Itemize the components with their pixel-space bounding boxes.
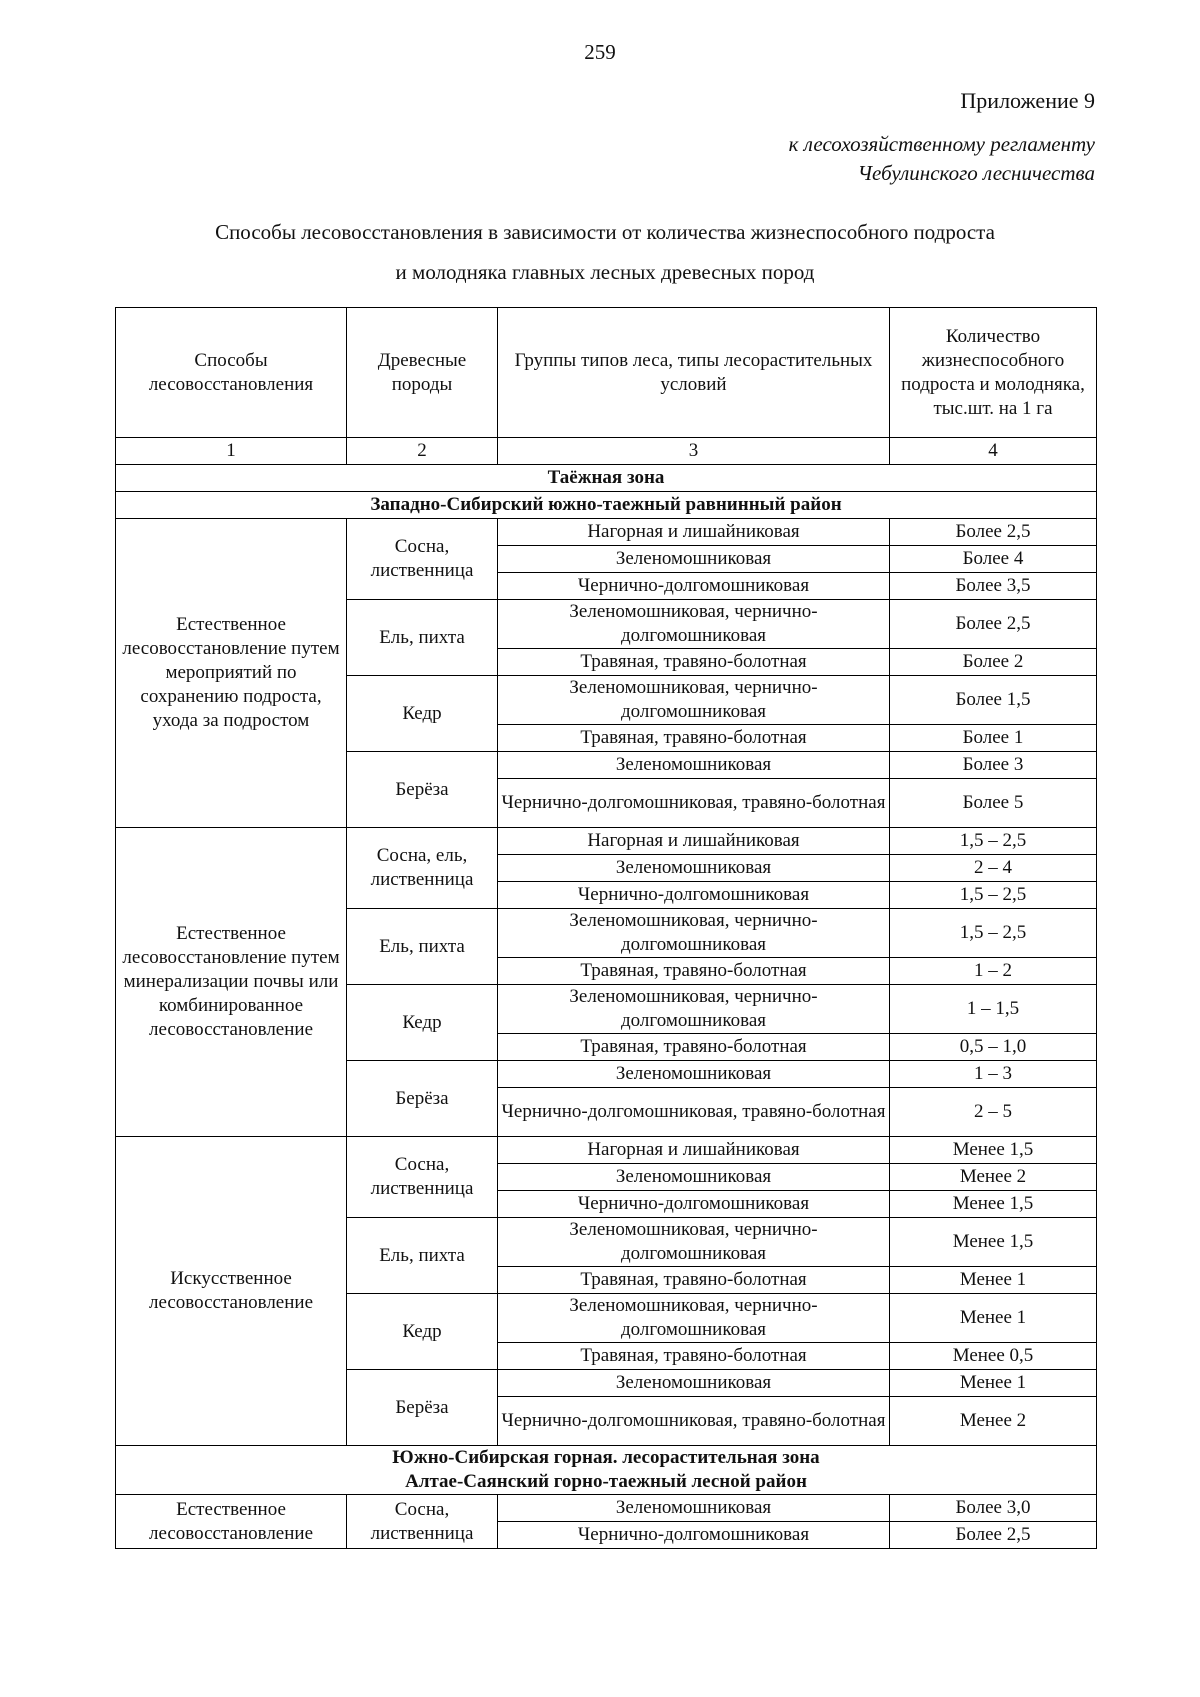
column-number: 3 — [498, 438, 890, 465]
appendix-ref-line2: Чебулинского лесничества — [857, 161, 1095, 185]
forest-type-cell: Зеленомошниковая, чернично-долгомошниковая — [498, 909, 890, 958]
quantity-cell: Более 2,5 — [890, 600, 1097, 649]
quantity-cell: Более 3,5 — [890, 573, 1097, 600]
forest-type-cell: Зеленомошниковая, чернично-долгомошниковая — [498, 600, 890, 649]
appendix-ref-line1: к лесохозяйственному регламенту — [788, 132, 1095, 156]
table-row — [116, 519, 1097, 546]
header-method: Способы лесовосстановления — [116, 308, 347, 438]
forest-type-cell: Травяная, травяно-болотная — [498, 1267, 890, 1294]
species-cell: Берёза — [347, 752, 498, 828]
quantity-cell: 1,5 – 2,5 — [890, 882, 1097, 909]
zone-title-line1: Южно-Сибирская горная. лесорастительная зона — [392, 1447, 820, 1468]
column-number: 4 — [890, 438, 1097, 465]
forest-type-cell: Травяная, травяно-болотная — [498, 1343, 890, 1370]
forest-type-cell: Зеленомошниковая — [498, 1495, 890, 1522]
species-cell: Берёза — [347, 1061, 498, 1137]
quantity-cell: 2 – 5 — [890, 1088, 1097, 1137]
method-cell: Естественное лесовосстановление — [116, 1495, 347, 1549]
method-cell: Естественное лесовосстановление путем мероприятий по сохранению подроста, ухода за подростом — [116, 519, 347, 828]
quantity-cell: Менее 1,5 — [890, 1191, 1097, 1218]
forest-type-cell: Чернично-долгомошниковая — [498, 1522, 890, 1549]
quantity-cell: Менее 1 — [890, 1294, 1097, 1343]
forest-type-cell: Зеленомошниковая — [498, 855, 890, 882]
forest-type-cell: Зеленомошниковая — [498, 1164, 890, 1191]
quantity-cell: 0,5 – 1,0 — [890, 1034, 1097, 1061]
column-number: 1 — [116, 438, 347, 465]
quantity-cell: 1 – 3 — [890, 1061, 1097, 1088]
forest-type-cell: Чернично-долгомошниковая, травяно-болотная — [498, 1088, 890, 1137]
quantity-cell: 1 – 2 — [890, 958, 1097, 985]
reforestation-table — [115, 307, 1097, 1549]
appendix-title: Приложение 9 — [960, 88, 1095, 113]
quantity-cell: Менее 2 — [890, 1164, 1097, 1191]
quantity-cell: Менее 1 — [890, 1370, 1097, 1397]
forest-type-cell: Нагорная и лишайниковая — [498, 828, 890, 855]
appendix-reference — [789, 130, 1095, 188]
forest-type-cell: Нагорная и лишайниковая — [498, 519, 890, 546]
forest-type-cell: Чернично-долгомошниковая — [498, 573, 890, 600]
forest-type-cell: Зеленомошниковая — [498, 1061, 890, 1088]
quantity-cell: Более 2,5 — [890, 1522, 1097, 1549]
species-cell: Сосна, ель, лиственница — [347, 828, 498, 909]
forest-type-cell: Зеленомошниковая, чернично-долгомошниковая — [498, 1294, 890, 1343]
quantity-cell: Более 1,5 — [890, 676, 1097, 725]
quantity-cell: 1 – 1,5 — [890, 985, 1097, 1034]
method-cell: Искусственное лесовосстановление — [116, 1137, 347, 1446]
column-number: 2 — [347, 438, 498, 465]
forest-type-cell: Травяная, травяно-болотная — [498, 649, 890, 676]
forest-type-cell: Травяная, травяно-болотная — [498, 725, 890, 752]
document-title-line2: и молодняка главных лесных древесных пород — [395, 260, 815, 284]
forest-type-cell: Чернично-долгомошниковая, травяно-болотная — [498, 1397, 890, 1446]
zone-row — [116, 1446, 1097, 1495]
species-cell: Ель, пихта — [347, 1218, 498, 1294]
column-number-row — [116, 438, 1097, 465]
forest-type-cell: Зеленомошниковая, чернично-долгомошниковая — [498, 1218, 890, 1267]
quantity-cell: Более 3 — [890, 752, 1097, 779]
forest-type-cell: Зеленомошниковая, чернично-долгомошниковая — [498, 985, 890, 1034]
species-cell: Кедр — [347, 985, 498, 1061]
quantity-cell: Менее 1,5 — [890, 1218, 1097, 1267]
quantity-cell: 1,5 – 2,5 — [890, 828, 1097, 855]
header-species: Древесные породы — [347, 308, 498, 438]
zone-row — [116, 465, 1097, 492]
quantity-cell: Менее 2 — [890, 1397, 1097, 1446]
species-cell: Кедр — [347, 676, 498, 752]
species-cell: Сосна, лиственница — [347, 519, 498, 600]
region-title: Западно-Сибирский южно-таежный равнинный район — [116, 492, 1097, 519]
species-cell: Ель, пихта — [347, 909, 498, 985]
document-title-line1: Способы лесовосстановления в зависимости от количества жизнеспособного подроста — [215, 220, 995, 244]
forest-type-cell: Зеленомошниковая — [498, 752, 890, 779]
quantity-cell: 2 – 4 — [890, 855, 1097, 882]
quantity-cell: Более 1 — [890, 725, 1097, 752]
species-cell: Берёза — [347, 1370, 498, 1446]
table-row — [116, 1495, 1097, 1522]
table-row — [116, 828, 1097, 855]
quantity-cell: Более 4 — [890, 546, 1097, 573]
header-quantity: Количество жизнеспособного подроста и молодняка, тыс.шт. на 1 га — [890, 308, 1097, 438]
forest-type-cell: Чернично-долгомошниковая — [498, 1191, 890, 1218]
forest-type-cell: Нагорная и лишайниковая — [498, 1137, 890, 1164]
quantity-cell: 1,5 – 2,5 — [890, 909, 1097, 958]
quantity-cell: Менее 1 — [890, 1267, 1097, 1294]
method-cell: Естественное лесовосстановление путем минерализации почвы или комбинированное лесовосстановление — [116, 828, 347, 1137]
quantity-cell: Более 2,5 — [890, 519, 1097, 546]
forest-type-cell: Чернично-долгомошниковая — [498, 882, 890, 909]
header-forest-type: Группы типов леса, типы лесорастительных условий — [498, 308, 890, 438]
quantity-cell: Менее 0,5 — [890, 1343, 1097, 1370]
quantity-cell: Более 5 — [890, 779, 1097, 828]
species-cell: Кедр — [347, 1294, 498, 1370]
region-title-line2: Алтае-Саянский горно-таежный лесной район — [405, 1471, 807, 1492]
forest-type-cell: Зеленомошниковая, чернично-долгомошниковая — [498, 676, 890, 725]
table-header-row — [116, 308, 1097, 438]
forest-type-cell: Зеленомошниковая — [498, 1370, 890, 1397]
quantity-cell: Более 2 — [890, 649, 1097, 676]
page-number: 259 — [584, 40, 616, 64]
species-cell: Сосна, лиственница — [347, 1137, 498, 1218]
quantity-cell: Менее 1,5 — [890, 1137, 1097, 1164]
table-body — [116, 308, 1097, 1549]
zone-title — [116, 1446, 1097, 1495]
forest-type-cell: Травяная, травяно-болотная — [498, 1034, 890, 1061]
quantity-cell: Более 3,0 — [890, 1495, 1097, 1522]
species-cell: Сосна, лиственница — [347, 1495, 498, 1549]
forest-type-cell: Травяная, травяно-болотная — [498, 958, 890, 985]
table-row — [116, 1137, 1097, 1164]
species-cell: Ель, пихта — [347, 600, 498, 676]
region-row — [116, 492, 1097, 519]
forest-type-cell: Чернично-долгомошниковая, травяно-болотная — [498, 779, 890, 828]
forest-type-cell: Зеленомошниковая — [498, 546, 890, 573]
document-title — [115, 212, 1095, 292]
zone-title: Таёжная зона — [116, 465, 1097, 492]
